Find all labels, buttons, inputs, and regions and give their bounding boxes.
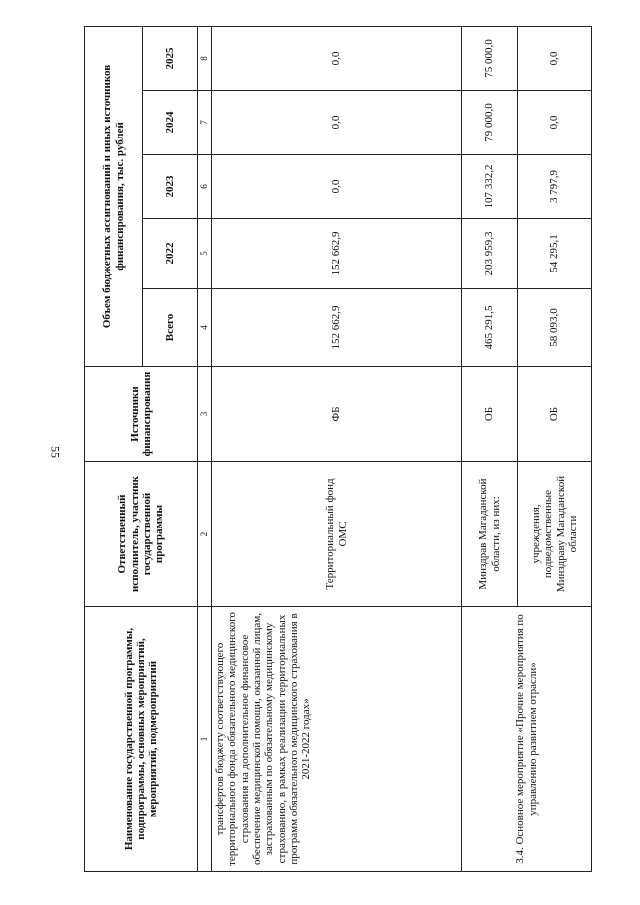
row-funding-source: ФБ (212, 367, 462, 462)
financing-table (84, 26, 592, 872)
row-value-2023: 107 332,2 (462, 155, 518, 219)
row-value-2024: 0,0 (518, 91, 592, 155)
column-number: 2 (198, 462, 212, 607)
row-value-total: 465 291,5 (462, 289, 518, 367)
header-budget-volume: Объем бюджетных ассигнований и иных источников финансирования, тыс. рублей (85, 26, 143, 366)
column-number: 6 (198, 155, 212, 219)
row-value-2022: 203 959,3 (462, 219, 518, 289)
column-number: 1 (198, 607, 212, 872)
header-year-2023: 2023 (143, 155, 198, 219)
table-row (212, 26, 462, 871)
table-row (462, 26, 518, 871)
row-executor: Территориальный фонд ОМС (212, 462, 462, 607)
row-value-total: 58 093,0 (518, 289, 592, 367)
header-program-name: Наименование государственной программы, подпрограммы, основных мероприятий, мероприятий, подмероприятий (85, 607, 198, 872)
column-number-row (198, 26, 212, 871)
row-program-name: трансфертов бюджету соответствующего территориального фонда обязательного медицинского страхования на дополнительное финансовое обеспечение медицинской помощи, оказанной лицам, застрахованным по обязательному медицинскому страхованию, в рамках реализации территориальных программ обязательного медицинского страхования в 2021-2022 годах» (212, 607, 462, 872)
column-number: 8 (198, 26, 212, 90)
row-value-2022: 54 295,1 (518, 219, 592, 289)
header-year-total: Всего (143, 289, 198, 367)
row-funding-source: ОБ (462, 367, 518, 462)
row-value-2023: 3 797,9 (518, 155, 592, 219)
header-year-2024: 2024 (143, 91, 198, 155)
header-year-2025: 2025 (143, 26, 198, 90)
header-year-2022: 2022 (143, 219, 198, 289)
row-value-2024: 0,0 (212, 91, 462, 155)
column-number: 5 (198, 219, 212, 289)
row-value-2023: 0,0 (212, 155, 462, 219)
header-executor: Ответственный исполнитель, участник государственной программы (85, 462, 198, 607)
row-value-2025: 75 000,0 (462, 26, 518, 90)
row-value-total: 152 662,9 (212, 289, 462, 367)
row-value-2022: 152 662,9 (212, 219, 462, 289)
row-value-2025: 0,0 (518, 26, 592, 90)
header-funding-source: Источники финансирования (85, 367, 198, 462)
row-executor: учреждения, подведомственные Минздраву Магаданской области (518, 462, 592, 607)
row-program-name: 3.4. Основное мероприятие «Прочие мероприятия по управлению развитием отрасли» (462, 607, 592, 872)
row-executor: Минздрав Магаданской области, из них: (462, 462, 518, 607)
column-number: 7 (198, 91, 212, 155)
rotated-page-content (84, 27, 591, 872)
page-number: 55 (48, 446, 63, 458)
row-value-2025: 0,0 (212, 26, 462, 90)
column-number: 3 (198, 367, 212, 462)
row-value-2024: 79 000,0 (462, 91, 518, 155)
row-funding-source: ОБ (518, 367, 592, 462)
column-number: 4 (198, 289, 212, 367)
